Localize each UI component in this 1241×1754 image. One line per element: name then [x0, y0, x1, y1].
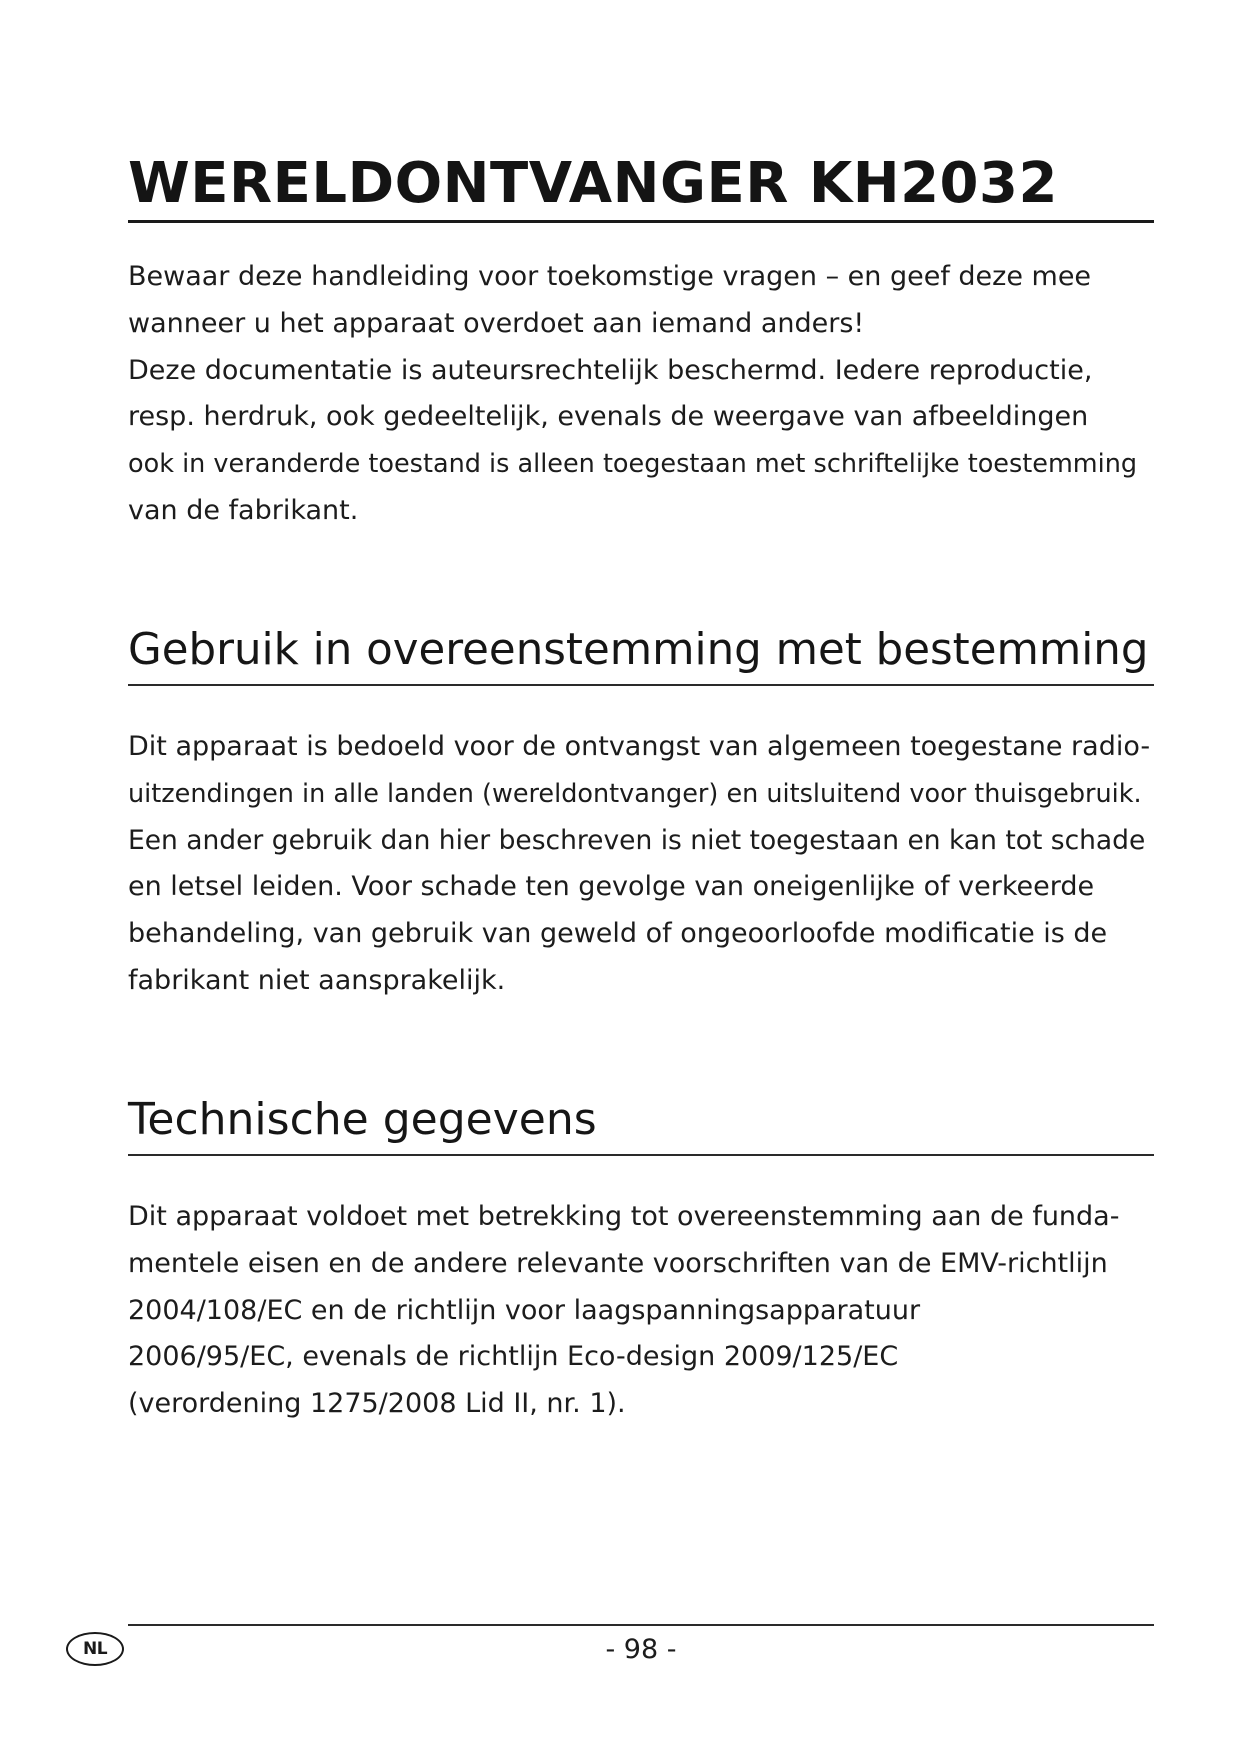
title-underline — [128, 220, 1154, 223]
intro-line: resp. herdruk, ook gedeeltelijk, evenals de weergave van afbeeldingen — [128, 401, 1089, 433]
page-title: WERELDONTVANGER KH2032 — [128, 151, 1058, 216]
section-title-technical-data: Technische gegevens — [128, 1094, 597, 1145]
section-underline — [128, 684, 1154, 686]
footer-divider — [128, 1624, 1154, 1626]
intro-line: van de fabrikant. — [128, 494, 359, 526]
intended-use-line: behandeling, van gebruik van geweld of ongeoorloofde modificatie is de — [128, 918, 1108, 950]
intended-use-line: Een ander gebruik dan hier beschreven is niet toegestaan en kan tot schade — [128, 824, 1146, 856]
section-title-intended-use: Gebruik in overeenstemming met bestemming — [128, 625, 1149, 675]
technical-data-line: 2004/108/EC en de richtlijn voor laagspanningsapparatuur — [128, 1294, 921, 1326]
intro-line: wanneer u het apparaat overdoet aan iemand anders! — [128, 307, 865, 339]
intended-use-line: Dit apparaat is bedoeld voor de ontvangst van algemeen toegestane radio- — [128, 731, 1151, 762]
intended-use-paragraph — [128, 724, 1154, 1005]
manual-page — [128, 0, 1154, 1754]
technical-data-line: (verordening 1275/2008 Lid II, nr. 1). — [128, 1388, 626, 1420]
intro-line: ook in veranderde toestand is alleen toegestaan met schriftelijke toestemming — [128, 449, 1138, 480]
intro-line: Deze documentatie is auteursrechtelijk beschermd. Iedere reproductie, — [128, 354, 1093, 386]
technical-data-line: mentele eisen en de andere relevante voorschriften van de EMV-richtlijn — [128, 1247, 1108, 1279]
intro-paragraph — [128, 254, 1154, 535]
language-badge-icon: NL — [66, 1632, 124, 1666]
technical-data-line: 2006/95/EC, evenals de richtlijn Eco-design 2009/125/EC — [128, 1341, 899, 1373]
technical-data-line: Dit apparaat voldoet met betrekking tot overeenstemming aan de funda- — [128, 1201, 1120, 1232]
intro-line: Bewaar deze handleiding voor toekomstige vragen – en geef deze mee — [128, 261, 1092, 292]
intended-use-line: fabrikant niet aansprakelijk. — [128, 964, 506, 996]
intended-use-line: uitzendingen in alle landen (wereldontvanger) en uitsluitend voor thuisgebruik. — [128, 778, 1142, 809]
intended-use-line: en letsel leiden. Voor schade ten gevolge van oneigenlijke of verkeerde — [128, 871, 1095, 903]
page-number: - 98 - — [605, 1634, 677, 1665]
technical-data-paragraph — [128, 1194, 1154, 1428]
section-underline — [128, 1154, 1154, 1156]
